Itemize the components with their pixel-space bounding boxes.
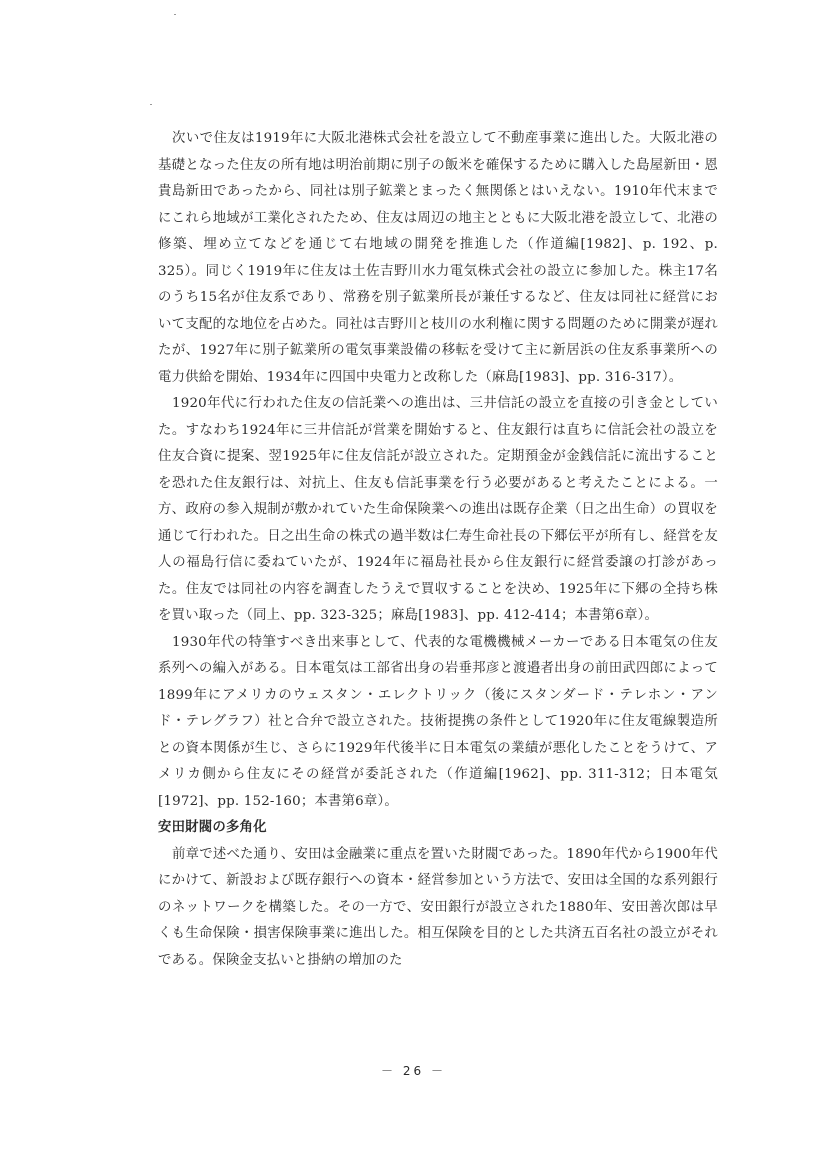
paragraph-sumitomo-trust: 1920年代に行われた住友の信託業への進出は、三井信託の設立を直接の引き金としていた。すなわち1924年に三井信託が営業を開始すると、住友銀行は直ちに信託会社の設立を住友合資に提案、翌1925年に住友信託が設立された。定期預金が金銭信託に流出することを恐れた住友銀行は、対抗上、住友も信託事業を行う必要があると考えたことによる。一方、政府の参入規制が敷かれていた生命保険業への進出は既存企業（日之出生命）の買収を通じて行われた。日之出生命の株式の過半数は仁寿生命社長の下郷伝平が所有し、経営を友人の福島行信に委ねていたが、1924年に福島社長から住友銀行に経営委譲の打診があった。住友では同社の内容を調査したうえで買収することを決め、1925年に下郷の全持ち株を買い取った（同上、pp. 323-325；麻島[1983]、pp. 412-414；本書第6章）。 (158, 396, 718, 623)
paragraph-sumitomo-osaka-hokko: 次いで住友は1919年に大阪北港株式会社を設立して不動産事業に進出した。大阪北港の基礎となった住友の所有地は明治前期に別子の飯米を確保するために購入した島屋新田・恩貴島新田であったから、同社は別子鉱業とまったく無関係とはいえない。1910年代末までにこれら地域が工業化されたため、住友は周辺の地主とともに大阪北港を設立して、北港の修築、埋め立てなどを通じて右地域の開発を推進した（作道編[1982]、p. 192、p. 325）。同じく1919年に住友は土佐吉野川水力電気株式会社の設立に参加した。株主17名のうち15名が住友系であり、常務を別子鉱業所長が兼任するなど、住友は同社に経営において支配的な地位を占めた。同社は吉野川と枝川の水利権に関する問題のために開業が遅れたが、1927年に別子鉱業所の電気事業設備の移転を受けて主に新居浜の住友系事業所への電力供給を開始、1934年に四国中央電力と改称した（麻島[1983]、pp. 316-317）。 (158, 131, 718, 385)
page-number: － 26 － (381, 1064, 446, 1078)
section-heading: 安田財閥の多角化 (158, 820, 267, 835)
scan-speck (150, 104, 152, 105)
paragraph-yasuda: 前章で述べた通り、安田は金融業に重点を置いた財閥であった。1890年代から1900年代にかけて、新設および既存銀行への資本・経営参加という方法で、安田は全国的な系列銀行のネットワークを構築した。その一方で、安田銀行が設立された1880年、安田善次郎は早くも生命保険・損害保険事業に進出した。相互保険を目的とした共済五百名社の設立がそれである。保険金支払いと掛納の増加のた (158, 846, 718, 968)
paragraph-nippon-electric: 1930年代の特筆すべき出来事として、代表的な電機機械メーカーである日本電気の住友系列への編入がある。日本電気は工部省出身の岩垂邦彦と渡邉者出身の前田武四郎によって1899年にアメリカのウェスタン・エレクトリック（後にスタンダード・テレホン・アンド・テレグラフ）社と合弁で設立された。技術提携の条件として1920年に住友電線製造所との資本関係が生じ、さらに1929年代後半に日本電気の業績が悪化したことをうけて、アメリカ側から住友にその経営が委託された（作道編[1962]、pp. 311-312；日本電気[1972]、pp. 152-160；本書第6章）。 (158, 634, 718, 809)
body-text (158, 126, 718, 974)
scan-speck (174, 14, 176, 15)
